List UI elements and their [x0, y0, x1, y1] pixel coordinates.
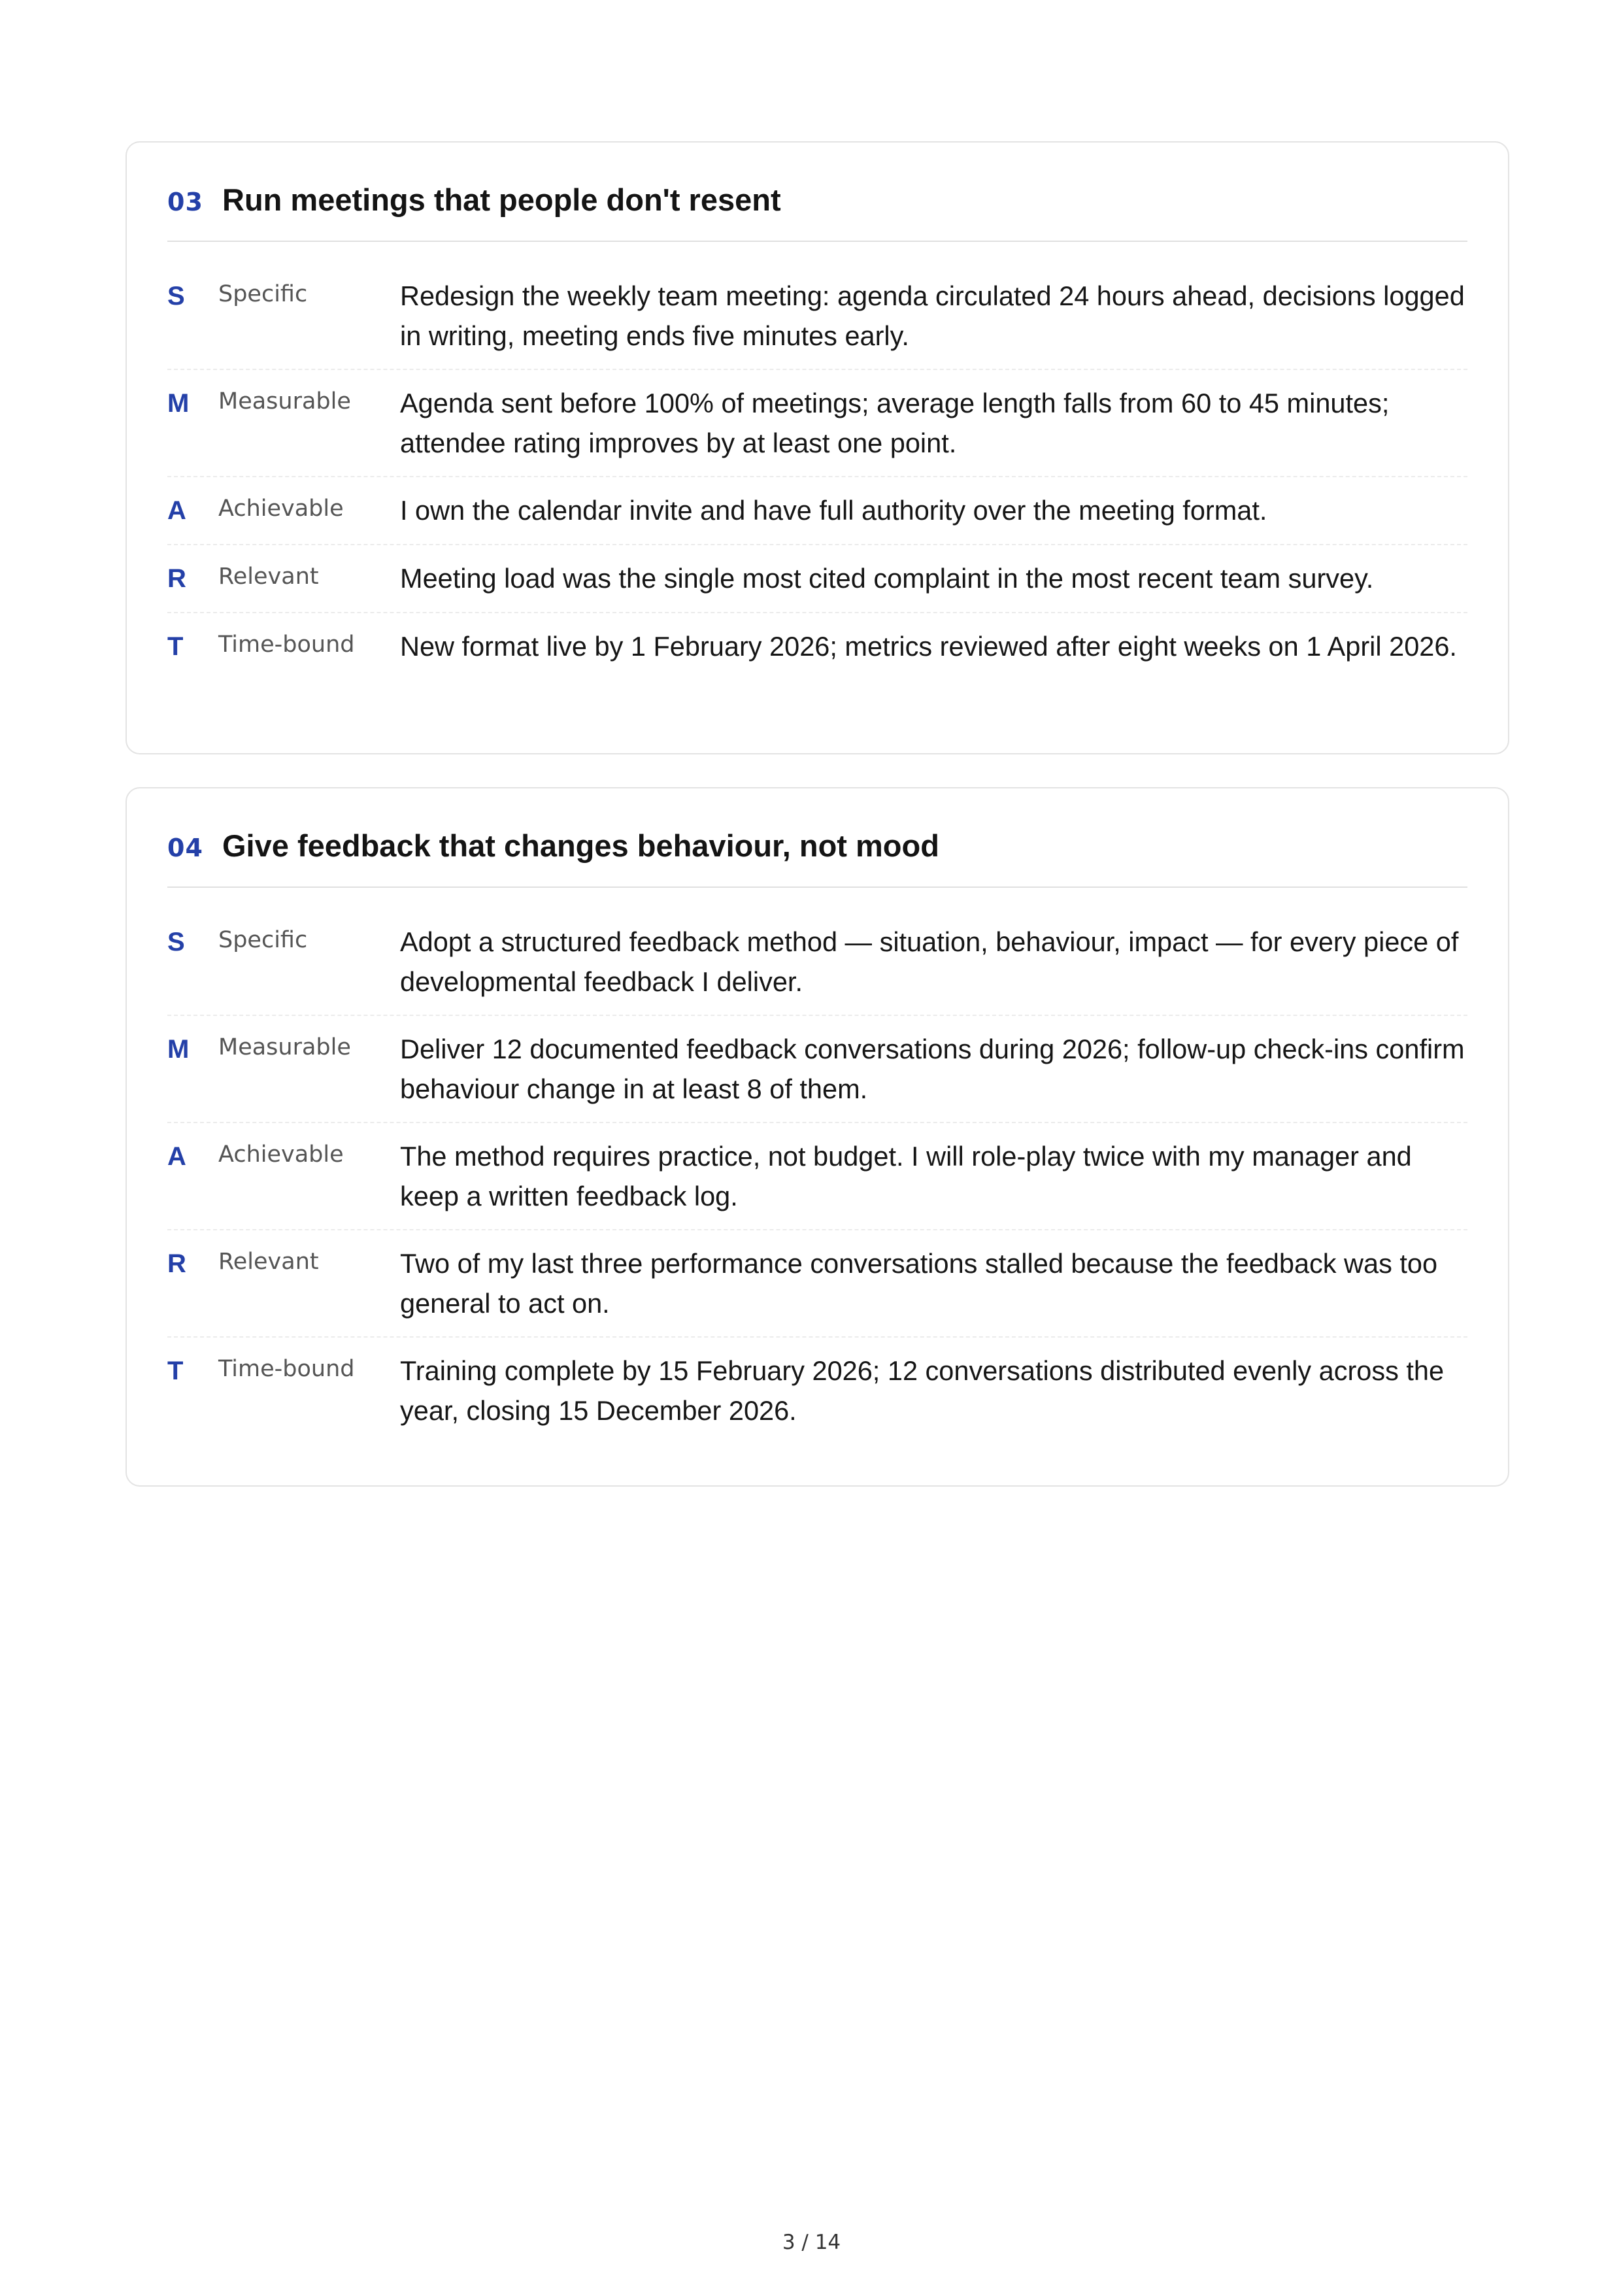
smart-letter: A [167, 1142, 186, 1171]
smart-description: Meeting load was the single most cited complaint in the most recent team survey. [400, 563, 1374, 594]
smart-description: Adopt a structured feedback method — situation, behaviour, impact — for every piece of developmental feedback I deliver. [400, 926, 1459, 997]
smart-criterion: Time-bound [218, 632, 355, 658]
smart-description: Two of my last three performance conversations stalled because the feedback was too general to act on. [400, 1248, 1438, 1319]
smart-letter: M [167, 1035, 190, 1064]
smart-criterion: Achievable [218, 1141, 344, 1168]
goal-header [167, 788, 1467, 888]
smart-letter: M [167, 389, 190, 418]
smart-criterion: Relevant [218, 1249, 319, 1275]
smart-criterion: Measurable [218, 1034, 351, 1060]
smart-row-achievable [167, 1123, 1467, 1230]
smart-description: I own the calendar invite and have full authority over the meeting format. [400, 495, 1267, 526]
smart-criterion: Relevant [218, 564, 319, 590]
smart-description: Training complete by 15 February 2026; 12 conversations distributed evenly across the year, closing 15 December 2026. [400, 1355, 1445, 1426]
smart-description: New format live by 1 February 2026; metrics reviewed after eight weeks on 1 April 2026. [400, 631, 1457, 662]
goal-card-04 [125, 787, 1509, 1487]
smart-row-specific [167, 922, 1467, 1016]
smart-rows [167, 242, 1467, 701]
smart-letter: A [167, 496, 186, 525]
smart-rows [167, 888, 1467, 1464]
smart-criterion: Achievable [218, 496, 344, 522]
smart-letter: S [167, 282, 185, 311]
page-number: 3 / 14 [782, 2231, 841, 2254]
goal-number: 03 [167, 188, 203, 216]
smart-row-time-bound [167, 613, 1467, 667]
goal-title: Run meetings that people don't resent [222, 182, 781, 217]
goal-card-03 [125, 141, 1509, 754]
smart-criterion: Specific [218, 927, 308, 953]
goal-number: 04 [167, 834, 203, 862]
smart-row-measurable [167, 370, 1467, 477]
smart-row-relevant [167, 1230, 1467, 1338]
goal-title: Give feedback that changes behaviour, not mood [222, 828, 939, 863]
smart-letter: T [167, 632, 184, 661]
smart-letter: R [167, 1249, 186, 1278]
smart-description: The method requires practice, not budget. I will role-play twice with my manager and keep a written feedback log. [400, 1141, 1412, 1211]
smart-row-achievable [167, 477, 1467, 545]
smart-row-relevant [167, 545, 1467, 613]
smart-criterion: Time-bound [218, 1356, 355, 1382]
smart-row-measurable [167, 1016, 1467, 1123]
smart-letter: S [167, 928, 185, 956]
smart-criterion: Specific [218, 281, 308, 307]
smart-letter: R [167, 564, 186, 593]
smart-letter: T [167, 1357, 184, 1385]
smart-row-time-bound [167, 1338, 1467, 1430]
smart-criterion: Measurable [218, 388, 351, 414]
smart-row-specific [167, 276, 1467, 370]
goal-header [167, 143, 1467, 242]
smart-description: Redesign the weekly team meeting: agenda circulated 24 hours ahead, decisions logged in writing, meeting ends five minutes early. [400, 280, 1465, 351]
smart-description: Deliver 12 documented feedback conversations during 2026; follow-up check-ins confirm behaviour change in at least 8 of them. [400, 1034, 1465, 1104]
smart-description: Agenda sent before 100% of meetings; average length falls from 60 to 45 minutes; attendee rating improves by at least one point. [400, 388, 1390, 458]
